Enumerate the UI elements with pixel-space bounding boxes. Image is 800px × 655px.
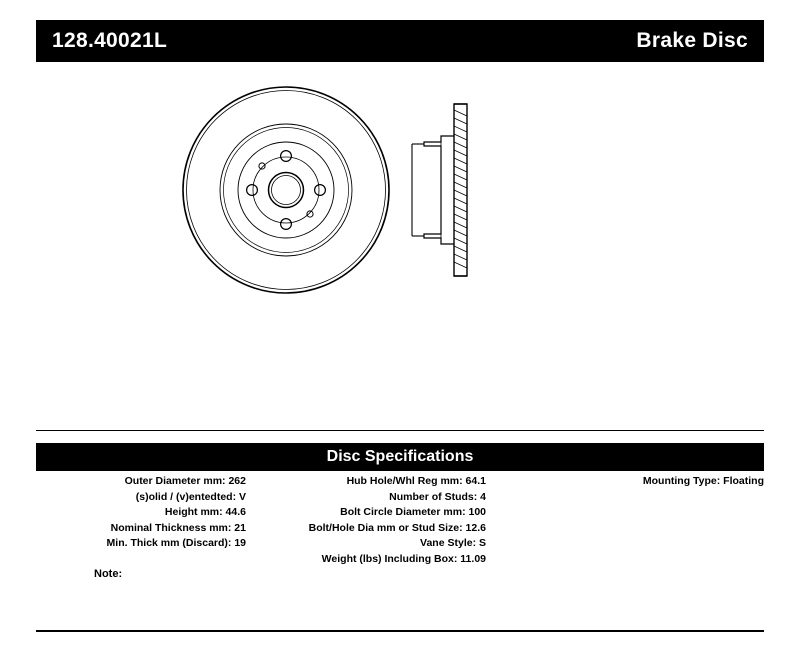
note-row [36, 568, 764, 580]
spec-item: Bolt/Hole Dia mm or Stud Size: 12.6 [308, 521, 486, 534]
specs-header-bar [36, 443, 764, 471]
spec-item: Hub Hole/Whl Reg mm: 64.1 [346, 475, 486, 487]
bottom-divider [36, 630, 764, 632]
rotor-edge-view [412, 104, 467, 276]
specs-column-middle [254, 474, 486, 567]
specs-divider [36, 430, 764, 431]
spec-item: Outer Diameter mm: 262 [124, 475, 246, 487]
spec-item: Min. Thick mm (Discard): 19 [106, 537, 246, 549]
spec-item: Mounting Type: Floating [642, 475, 764, 487]
spec-item: Vane Style: S [420, 537, 486, 549]
product-drawing [36, 70, 764, 410]
part-number: 128.40021L [52, 29, 168, 52]
spec-item: Number of Studs: 4 [389, 490, 486, 503]
spec-item: (s)olid / (v)entedted: V [135, 490, 246, 503]
spec-item: Height mm: 44.6 [164, 506, 246, 518]
spec-item: Nominal Thickness mm: 21 [110, 521, 246, 534]
rotor-face-view [183, 87, 389, 293]
specs-column-right [506, 474, 764, 490]
spec-item: Bolt Circle Diameter mm: 100 [340, 506, 486, 518]
header-bar [36, 20, 764, 62]
page-title: Brake Disc [636, 29, 748, 52]
note-label: Note: [94, 568, 123, 580]
spec-item: Weight (lbs) Including Box: 11.09 [321, 552, 486, 565]
specs-section-title: Disc Specifications [326, 448, 474, 465]
specs-column-left [36, 474, 246, 552]
